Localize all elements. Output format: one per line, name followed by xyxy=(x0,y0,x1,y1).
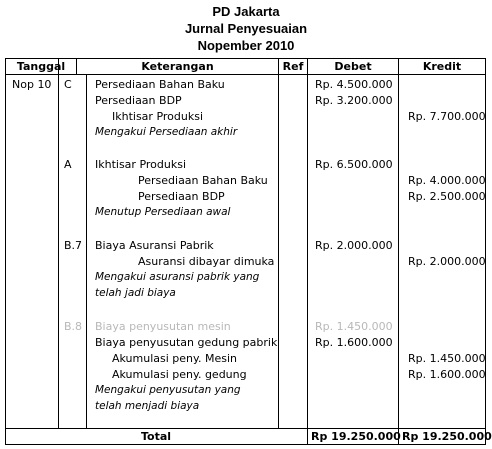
row-credit: Rp. 1.450.000 xyxy=(408,352,486,365)
row-note: Mengakui Persediaan akhir xyxy=(95,126,238,138)
table-row xyxy=(0,93,492,109)
row-debit: Rp. 4.500.000 xyxy=(315,78,393,91)
row-description: Persediaan Bahan Baku xyxy=(138,174,268,187)
row-credit: Rp. 1.600.000 xyxy=(408,368,486,381)
table-row xyxy=(0,157,492,173)
row-code: B.8 xyxy=(64,320,83,333)
row-code: A xyxy=(64,158,72,171)
total-credit: Rp 19.250.000 xyxy=(402,430,492,443)
row-description: Biaya penyusutan gedung pabrik xyxy=(95,336,278,349)
row-code: C xyxy=(64,78,72,91)
header-divider xyxy=(5,74,486,75)
row-code: B.7 xyxy=(64,239,83,252)
row-credit: Rp. 4.000.000 xyxy=(408,174,486,187)
row-description: Akumulasi peny. gedung xyxy=(112,368,247,381)
table-row xyxy=(0,124,492,140)
table-row xyxy=(0,173,492,189)
table-row xyxy=(0,109,492,125)
table-row xyxy=(0,285,492,301)
table-row xyxy=(0,254,492,270)
row-credit: Rp. 2.500.000 xyxy=(408,190,486,203)
row-debit: Rp. 3.200.000 xyxy=(315,94,393,107)
total-label: Total xyxy=(140,430,172,443)
journal-period: Nopember 2010 xyxy=(197,38,295,53)
row-note: Menutup Persediaan awal xyxy=(95,206,231,218)
row-description: Ikhtisar Produksi xyxy=(112,110,204,123)
col-header-kredit: Kredit xyxy=(422,60,462,73)
table-row xyxy=(0,269,492,285)
table-row xyxy=(0,319,492,335)
total-debit: Rp 19.250.000 xyxy=(311,430,401,443)
table-row xyxy=(0,382,492,398)
table-row xyxy=(0,189,492,205)
row-date: Nop 10 xyxy=(12,78,52,91)
row-description: Persediaan BDP xyxy=(95,94,182,107)
table-row xyxy=(0,77,492,93)
table-row xyxy=(0,398,492,414)
row-debit: Rp. 1.600.000 xyxy=(315,336,393,349)
col-header-ref: Ref xyxy=(282,60,304,73)
row-debit: Rp. 2.000.000 xyxy=(315,239,393,252)
table-row xyxy=(0,367,492,383)
table-row xyxy=(0,238,492,254)
row-debit: Rp. 1.450.000 xyxy=(315,320,393,333)
row-description: Biaya penyusutan mesin xyxy=(95,320,231,333)
row-debit: Rp. 6.500.000 xyxy=(315,158,393,171)
row-note: Mengakui penyusutan yang xyxy=(95,384,241,396)
row-credit: Rp. 2.000.000 xyxy=(408,255,486,268)
col-header-keterangan: Keterangan xyxy=(141,60,214,73)
row-description: Persediaan BDP xyxy=(138,190,225,203)
row-description: Biaya Asuransi Pabrik xyxy=(95,239,214,252)
table-row xyxy=(0,335,492,351)
row-description: Persediaan Bahan Baku xyxy=(95,78,225,91)
table-row xyxy=(0,204,492,220)
journal-title: Jurnal Penyesuaian xyxy=(184,21,308,36)
row-note: telah jadi biaya xyxy=(95,287,176,299)
col-header-tanggal: Tanggal xyxy=(16,60,66,73)
company-name: PD Jakarta xyxy=(212,4,280,19)
row-credit: Rp. 7.700.000 xyxy=(408,110,486,123)
row-description: Akumulasi peny. Mesin xyxy=(112,352,237,365)
row-note: telah menjadi biaya xyxy=(95,400,200,412)
row-note: Mengakui asuransi pabrik yang xyxy=(95,271,260,283)
row-description: Asuransi dibayar dimuka xyxy=(138,255,275,268)
table-row xyxy=(0,351,492,367)
col-header-debet: Debet xyxy=(334,60,372,73)
row-description: Ikhtisar Produksi xyxy=(95,158,187,171)
